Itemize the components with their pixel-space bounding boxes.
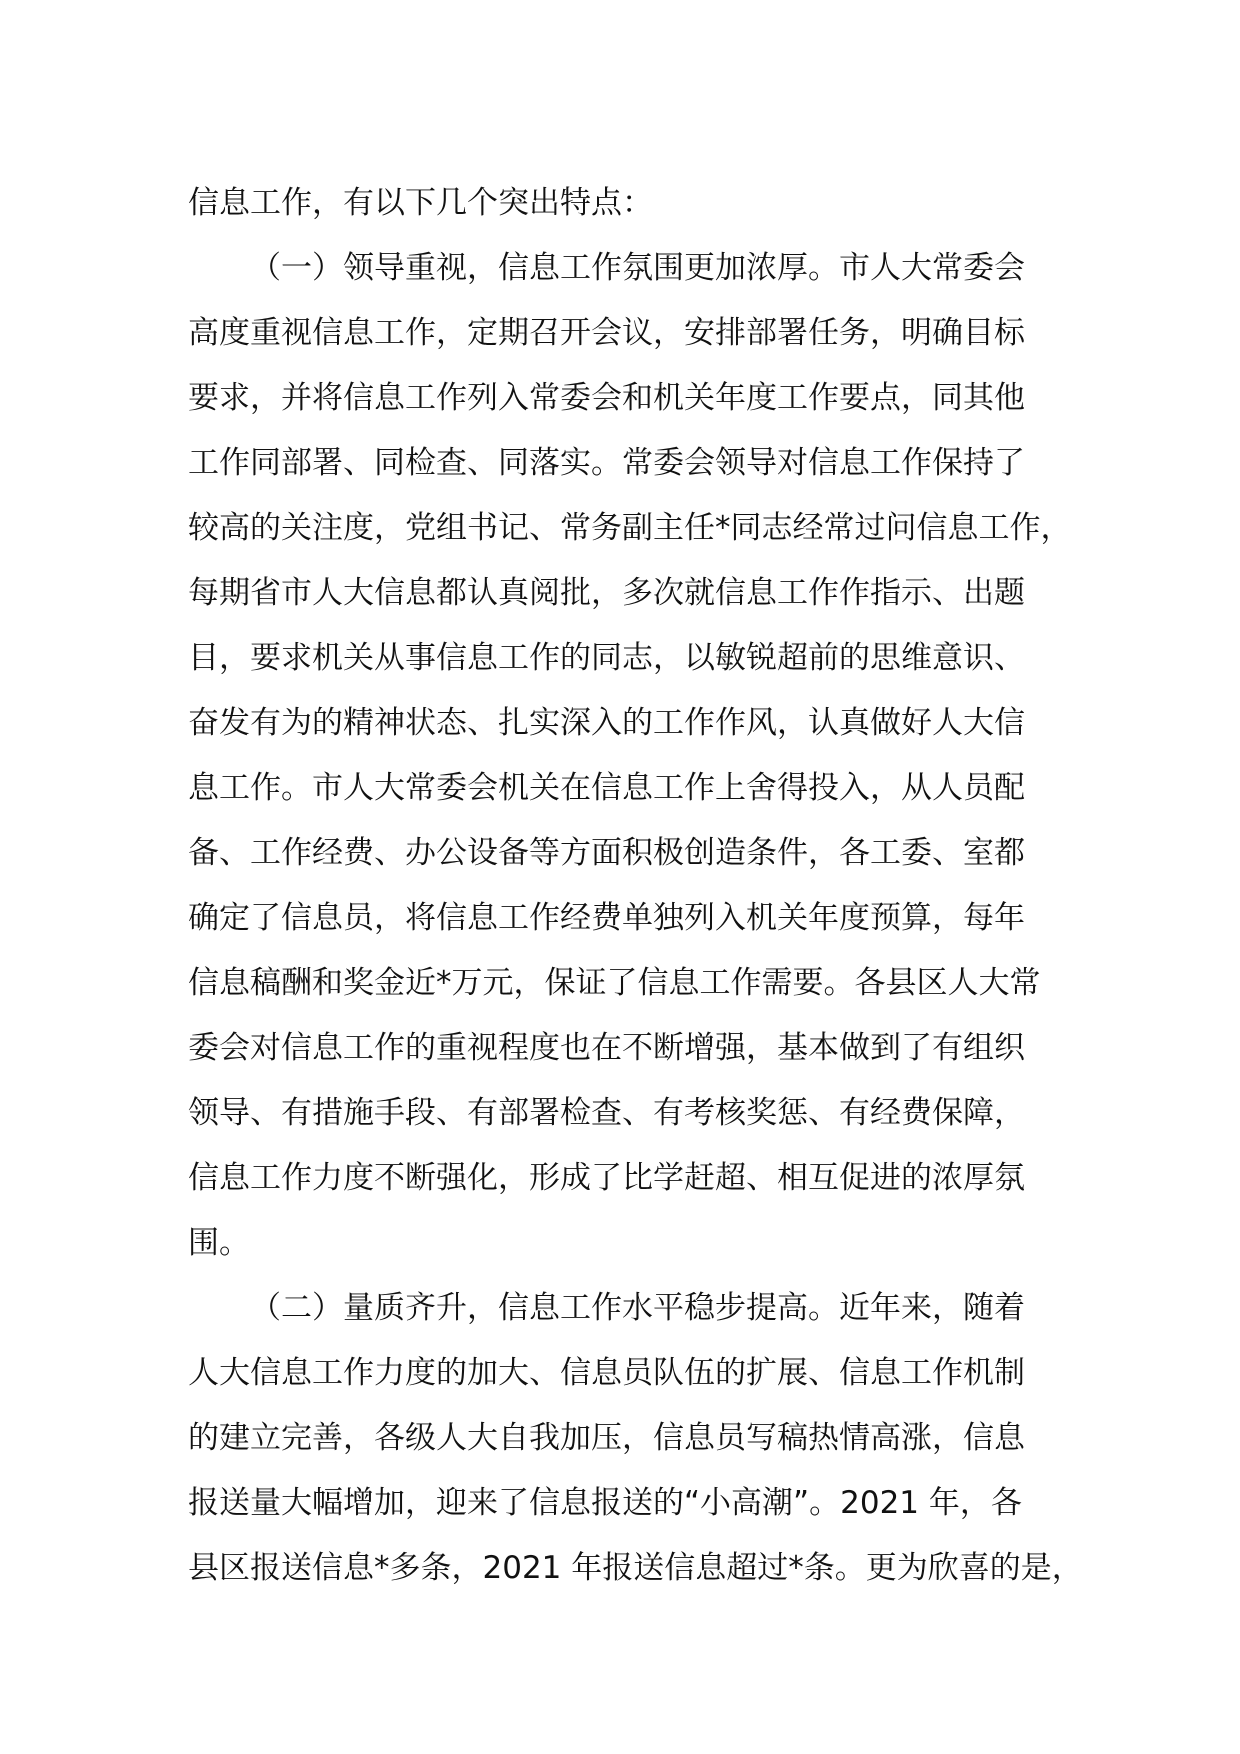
text-line: 要求，并将信息工作列入常委会和机关年度工作要点，同其他 bbox=[188, 380, 1025, 416]
text-line: 围。 bbox=[188, 1225, 250, 1261]
text-line: 每期省市人大信息都认真阅批，多次就信息工作作指示、出题 bbox=[188, 575, 1025, 611]
text-line: 高度重视信息工作，定期召开会议，安排部署任务，明确目标 bbox=[188, 315, 1025, 351]
text-line: 息工作。市人大常委会机关在信息工作上舍得投入，从人员配 bbox=[188, 770, 1025, 806]
text-line: 县区报送信息*多条，2021 年报送信息超过*条。更为欣喜的是， bbox=[188, 1550, 1083, 1586]
text-line: 确定了信息员，将信息工作经费单独列入机关年度预算，每年 bbox=[188, 900, 1025, 936]
text-line: 信息稿酬和奖金近*万元，保证了信息工作需要。各县区人大常 bbox=[188, 965, 1041, 1001]
text-line: 委会对信息工作的重视程度也在不断增强，基本做到了有组织 bbox=[188, 1030, 1025, 1066]
text-line: 信息工作，有以下几个突出特点： bbox=[188, 185, 653, 221]
text-line: 备、工作经费、办公设备等方面积极创造条件，各工委、室都 bbox=[188, 835, 1025, 871]
text-line: 信息工作力度不断强化，形成了比学赶超、相互促进的浓厚氛 bbox=[188, 1160, 1025, 1196]
section-heading-line: （一）领导重视，信息工作氛围更加浓厚。市人大常委会 bbox=[250, 250, 1025, 286]
text-line: 工作同部署、同检查、同落实。常委会领导对信息工作保持了 bbox=[188, 445, 1025, 481]
text-line: 较高的关注度，党组书记、常务副主任*同志经常过问信息工作， bbox=[188, 510, 1072, 546]
text-line: 奋发有为的精神状态、扎实深入的工作作风，认真做好人大信 bbox=[188, 705, 1025, 741]
text-line: 的建立完善，各级人大自我加压，信息员写稿热情高涨，信息 bbox=[188, 1420, 1025, 1456]
section-heading-line: （二）量质齐升，信息工作水平稳步提高。近年来，随着 bbox=[250, 1290, 1025, 1326]
text-line: 报送量大幅增加，迎来了信息报送的“小高潮”。2021 年，各 bbox=[188, 1485, 1022, 1521]
text-line: 领导、有措施手段、有部署检查、有考核奖惩、有经费保障， bbox=[188, 1095, 1025, 1131]
text-line: 目，要求机关从事信息工作的同志，以敏锐超前的思维意识、 bbox=[188, 640, 1025, 676]
document-body bbox=[188, 171, 1088, 1601]
text-line: 人大信息工作力度的加大、信息员队伍的扩展、信息工作机制 bbox=[188, 1355, 1025, 1391]
